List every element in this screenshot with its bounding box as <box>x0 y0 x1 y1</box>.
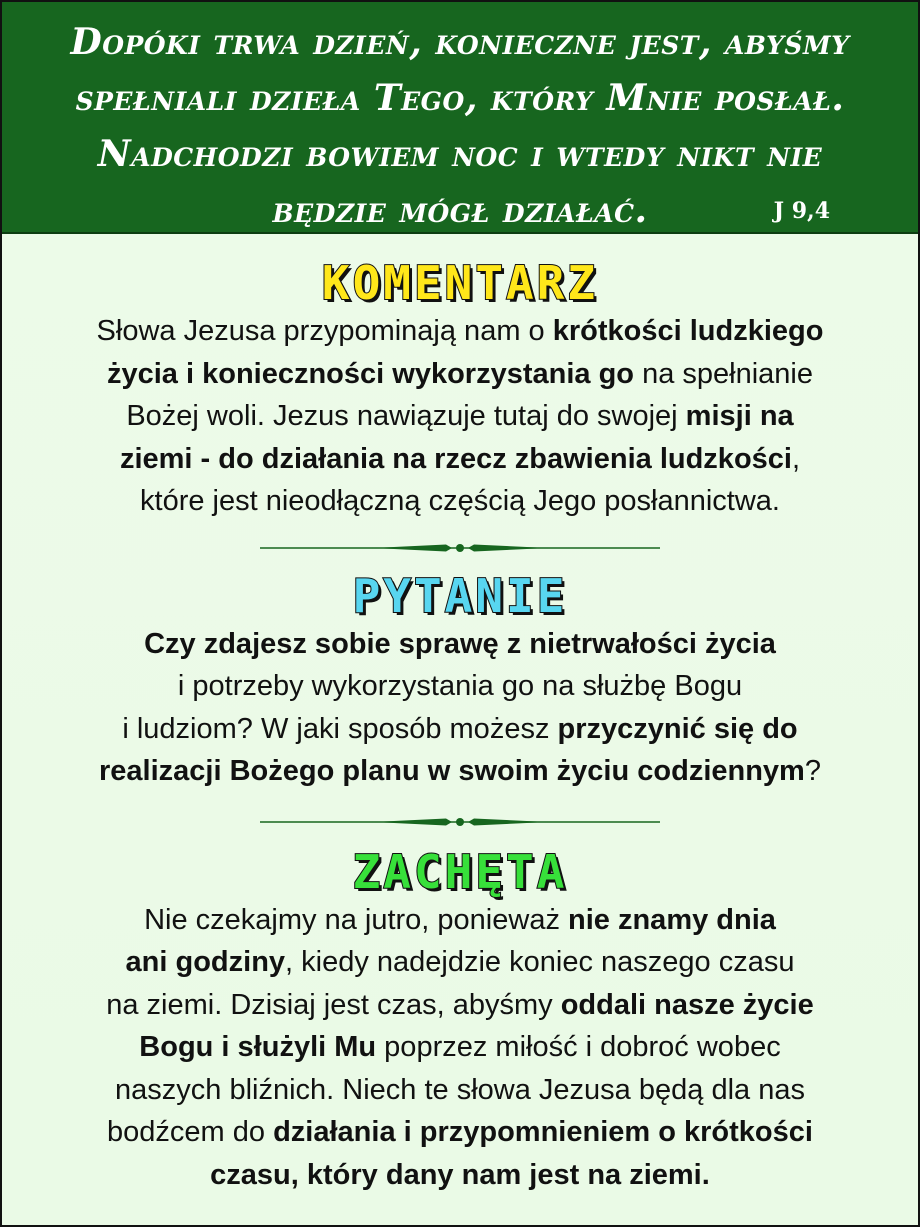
text-line <box>2 984 918 1027</box>
bold-text: ziemi - do działania na rzecz zbawienia ludzkości <box>119 442 792 475</box>
text-line <box>2 750 918 793</box>
text-line <box>2 1154 918 1197</box>
plain-text: poprzez miłość i dobroć wobec <box>376 1031 781 1063</box>
encouragement-section <box>2 845 918 1197</box>
question-heading: PYTANIE <box>352 568 568 623</box>
encouragement-text <box>2 899 918 1197</box>
plain-text: Bożej woli. Jezus nawiązuje tutaj do swojej <box>126 400 686 432</box>
plain-text: , kiedy nadejdzie koniec naszego czasu <box>285 946 795 978</box>
text-line <box>2 395 918 438</box>
text-line <box>2 353 918 396</box>
ornamental-divider <box>260 541 660 555</box>
question-section <box>2 569 918 793</box>
plain-text: Słowa Jezusa przypominają nam o <box>96 315 553 347</box>
plain-text: bodźcem do <box>107 1116 274 1148</box>
plain-text: i potrzeby wykorzystania go na służbę Bogu <box>177 670 743 702</box>
bold-text: misji na <box>685 400 794 432</box>
bold-text: czasu, który dany nam jest na ziemi. <box>210 1158 710 1191</box>
plain-text: ? <box>804 755 821 787</box>
plain-text: naszych bliźnich. Niech te słowa Jezusa będą dla nas <box>115 1073 805 1106</box>
text-line <box>2 1069 918 1112</box>
bible-verse <box>22 14 898 238</box>
text-line <box>2 899 918 942</box>
text-line <box>2 1026 918 1069</box>
verse-line: Dopóki trwa dzień, konieczne jest, abyśmy <box>70 21 850 63</box>
verse-banner <box>2 2 918 234</box>
text-line <box>2 310 918 353</box>
commentary-section <box>2 256 918 523</box>
commentary-heading: KOMENTARZ <box>321 256 599 310</box>
verse-line: spełniali dzieła Tego, który Mnie posłał. <box>75 77 845 119</box>
text-line <box>2 438 918 481</box>
plain-text: i ludziom? W jaki sposób możesz <box>122 712 558 745</box>
verse-line: będzie mógł działać. <box>272 189 648 231</box>
verse-reference: J 9,4 <box>773 198 830 224</box>
bold-text: przyczynić się do <box>557 712 798 745</box>
plain-text: , <box>791 442 801 475</box>
bold-text: oddali nasze życie <box>560 988 814 1021</box>
text-line <box>2 623 918 666</box>
text-line <box>2 665 918 708</box>
plain-text: na ziemi. Dzisiaj jest czas, abyśmy <box>106 988 561 1021</box>
ornamental-divider <box>260 815 660 829</box>
text-line <box>2 1111 918 1154</box>
bold-text: życia i konieczności wykorzystania go <box>106 357 635 390</box>
commentary-text <box>2 310 918 523</box>
text-line <box>2 941 918 984</box>
text-line <box>2 708 918 751</box>
plain-text: na spełnianie <box>634 357 813 390</box>
verse-line: Nadchodzi bowiem noc i wtedy nikt nie <box>97 133 823 175</box>
bold-text: Czy zdajesz sobie sprawę z nietrwałości życia <box>144 627 776 660</box>
bold-text: realizacji Bożego planu w swoim życiu codziennym <box>99 755 805 787</box>
bold-text: Bogu i służyli Mu <box>139 1031 377 1063</box>
bold-text: działania i przypomnieniem o krótkości <box>273 1116 813 1148</box>
question-text <box>2 623 918 793</box>
text-line <box>2 480 918 523</box>
bold-text: krótkości ludzkiego <box>552 315 824 347</box>
bold-text: ani godziny <box>125 946 286 978</box>
plain-text: Nie czekajmy na jutro, ponieważ <box>144 903 569 936</box>
plain-text: które jest nieodłączną częścią Jego posłannictwa. <box>140 485 780 517</box>
bold-text: nie znamy dnia <box>568 903 776 936</box>
encouragement-heading: ZACHĘTA <box>352 844 568 899</box>
